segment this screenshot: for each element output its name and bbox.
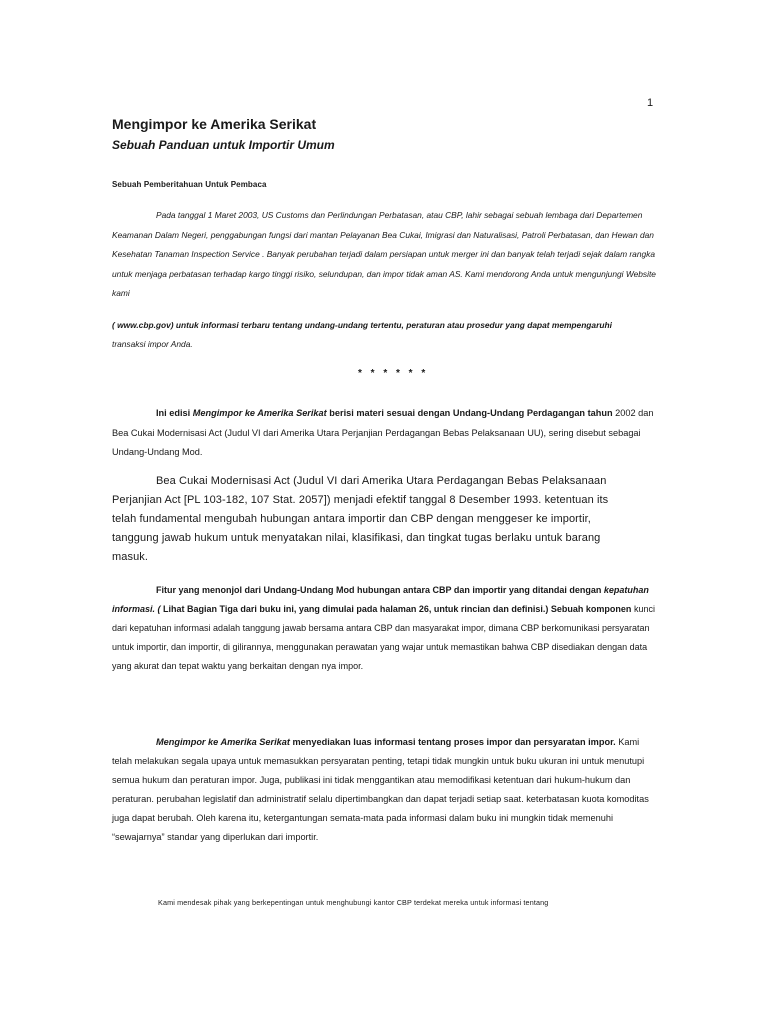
- disclaimer-lead: [156, 737, 616, 747]
- edition-lead: [156, 408, 613, 418]
- disclaimer-book-title: Mengimpor ke Amerika Serikat: [156, 737, 290, 747]
- compliance-lead-a: Fitur yang menonjol dari Undang-Undang Mod hubungan antara CBP dan importir yang ditandai dengan: [156, 585, 604, 595]
- compliance-lead-b: Lihat Bagian Tiga dari buku ini, yang dimulai pada halaman 26, untuk rincian dan definisi.) Sebuah komponen: [160, 604, 632, 614]
- paragraph-contact-cbp: Kami mendesak pihak yang berkepentingan untuk menghubungi kantor CBP terdekat mereka untuk informasi tentang: [158, 898, 549, 907]
- paragraph-mod-act: Bea Cukai Modernisasi Act (Judul VI dari Amerika Utara Perdagangan Bebas Pelaksanaan Perjanjian Act [PL 103-182, 107 Stat. 2057]) menjadi efektif tanggal 8 Desember 1993. ketentuan its telah fundamental mengubah hubungan antara importir dan CBP dengan menggeser ke importir, tanggung jawab hukum untuk menyatakan nilai, klasifikasi, dan tingkat tugas berlaku untuk barang masuk.: [112, 475, 609, 563]
- paragraph-website-rest: transaksi impor Anda.: [112, 339, 193, 350]
- paragraph-informed-compliance: [112, 581, 660, 676]
- edition-lead-pre: Ini edisi: [156, 408, 193, 418]
- paragraph-edition: [112, 404, 660, 463]
- paragraph-cbp-formation: Pada tanggal 1 Maret 2003, US Customs dan Perlindungan Perbatasan, atau CBP, lahir sebagai sebuah lembaga dari Departemen Keamanan Dalam Negeri, penggabungan fungsi dari mantan Pelayanan Bea Cukai, Imigrasi dan Naturalisasi, Patroli Perbatasan, dan Hewan dan Kesehatan Tanaman Inspection Service . Banyak perubahan terjadi dalam persiapan untuk merger ini dan banyak telah terjadi sejak dalam rangka untuk menjaga perbatasan terhadap kargo tinggi risiko, selundupan, dan impor tidak aman AS. Kami mendorong Anda untuk mengunjungi Website kami: [112, 210, 656, 299]
- website-link-text: ( www.cbp.gov) untuk informasi terbaru tentang undang-undang tertentu, peraturan atau prosedur yang dapat mempengaruhi: [112, 320, 612, 330]
- edition-lead-post: berisi materi sesuai dengan Undang-Undang Perdagangan tahun: [326, 408, 613, 418]
- document-subtitle: Sebuah Panduan untuk Importir Umum: [112, 138, 335, 152]
- document-title: Mengimpor ke Amerika Serikat: [112, 116, 317, 132]
- section-separator: * * * * * *: [358, 368, 429, 379]
- paragraph-website-reference: [112, 316, 672, 355]
- paragraph-disclaimer: [112, 733, 660, 847]
- compliance-lead: [112, 585, 649, 614]
- compliance-rest: kunci dari kepatuhan informasi adalah tanggung jawab bersama antara CBP dan masyarakat impor, dimana CBP berkomunikasi persyaratan untuk importir, dan importir, di gilirannya, menggunakan perawatan yang wajar untuk memastikan bahwa CBP disediakan dengan data yang akurat dan tepat waktu yang berkaitan dengan nya impor.: [112, 604, 655, 671]
- edition-book-title: Mengimpor ke Amerika Serikat: [192, 408, 327, 418]
- disclaimer-lead-post: menyediakan luas informasi tentang proses impor dan persyaratan impor.: [289, 737, 616, 747]
- edition-rest: 2002 dan Bea Cukai Modernisasi Act (Judul VI dari Amerika Utara Perjanjian Perdagangan Bebas Pelaksanaan UU), sering disebut sebagai Undang-Undang Mod.: [112, 408, 654, 457]
- notice-heading: Sebuah Pemberitahuan Untuk Pembaca: [112, 180, 267, 189]
- compliance-italic-term: kepatuhan informasi. (: [112, 585, 649, 614]
- disclaimer-rest: Kami telah melakukan segala upaya untuk memasukkan persyaratan penting, tetapi tidak mungkin untuk buku ukuran ini untuk menutupi semua hukum dan peraturan impor. Juga, publikasi ini tidak menggantikan atau memodifikasi ketentuan dari hukum-hukum dan peraturan. perubahan legislatif dan administratif selalu dipertimbangkan dan dapat terjadi setiap saat. keterbatasan kuota komoditas juga dapat berubah. Oleh karena itu, ketergantungan semata-mata pada informasi dalam buku ini mungkin tidak memenuhi “sewajarnya” standar yang diperlukan dari importir.: [112, 737, 649, 842]
- page-number: 1: [647, 97, 654, 109]
